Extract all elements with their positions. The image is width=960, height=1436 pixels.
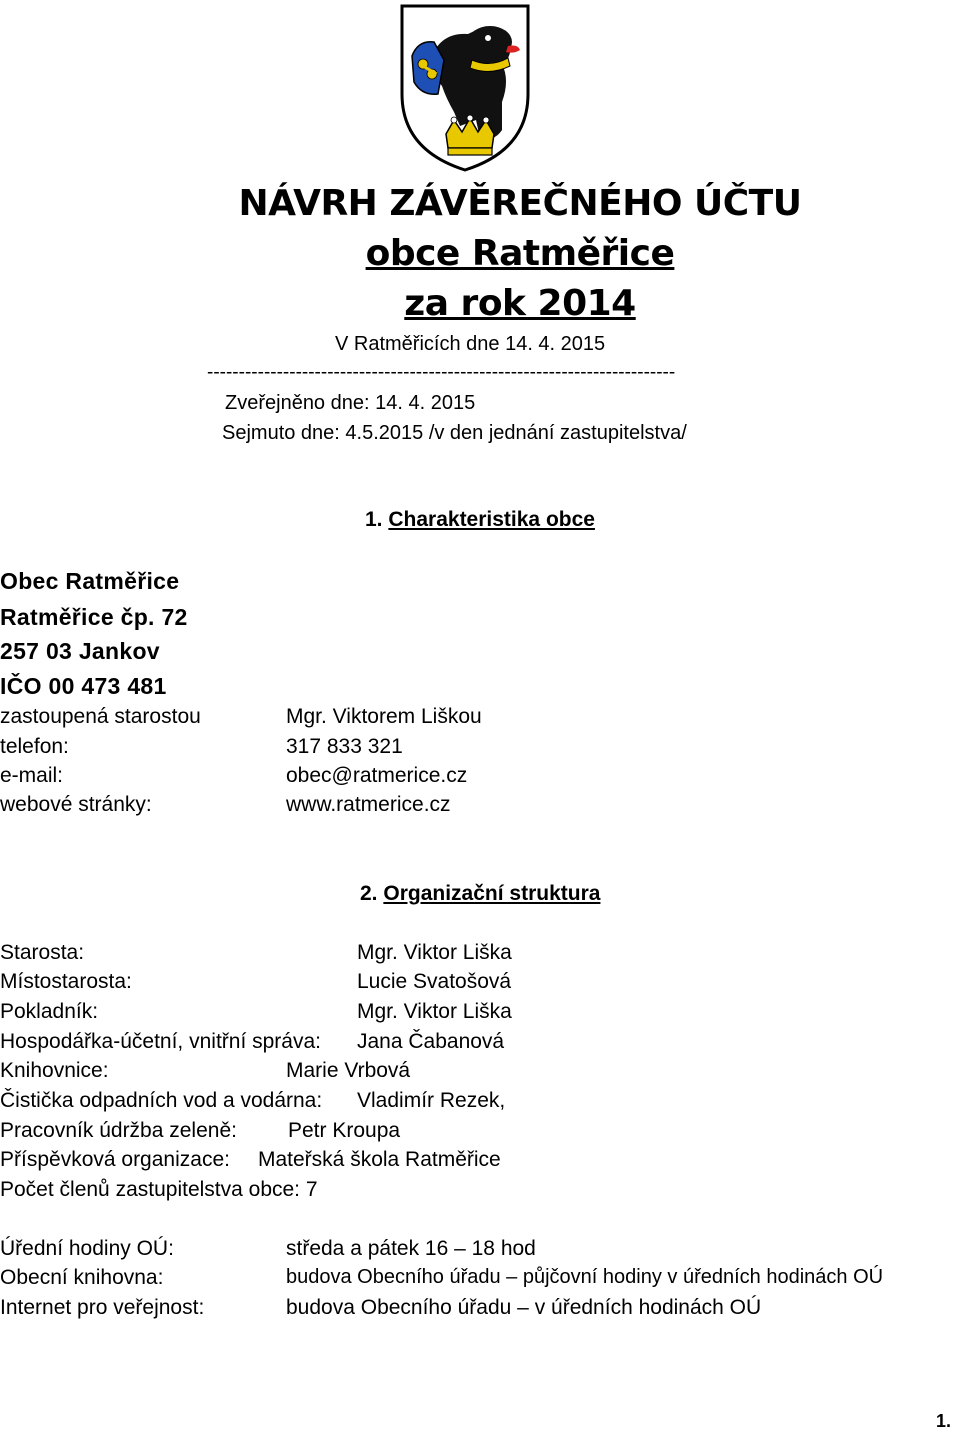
phone-value: 317 833 321 <box>286 735 403 758</box>
section2-heading <box>360 882 600 906</box>
address-line1: Ratměřice čp. 72 <box>0 604 188 630</box>
page-number: 1. <box>936 1411 952 1431</box>
title-line3-wrap <box>0 283 960 324</box>
web-value: www.ratmerice.cz <box>286 793 451 816</box>
section2-title: Organizační struktura <box>383 882 601 905</box>
section1-title: Charakteristika obce <box>388 508 595 531</box>
org-value-org: Mateřská škola Ratměřice <box>258 1148 501 1171</box>
municipality-name: Obec Ratměřice <box>0 568 180 594</box>
phone-label: telefon: <box>0 735 69 758</box>
document-title: NÁVRH ZÁVĚREČNÉHO ÚČTU <box>238 183 802 224</box>
hours-label-library: Obecní knihovna: <box>0 1266 164 1289</box>
org-label-accountant: Hospodářka-účetní, vnitřní správa: <box>0 1030 321 1053</box>
published-date: Zveřejněno dne: 14. 4. 2015 <box>225 392 476 414</box>
org-label-cashier: Pokladník: <box>0 1000 99 1023</box>
org-value-accountant: Jana Čabanová <box>357 1030 505 1053</box>
web-label: webové stránky: <box>0 793 152 816</box>
org-value-cashier: Mgr. Viktor Liška <box>357 1000 512 1023</box>
hours-label-office: Úřední hodiny OÚ: <box>0 1237 174 1260</box>
org-value-librarian: Marie Vrbová <box>286 1059 411 1082</box>
org-label-org: Příspěvková organizace: <box>0 1148 230 1171</box>
org-value-mayor: Mgr. Viktor Liška <box>357 941 512 964</box>
separator-line: -------------------------------------------------------------------------- <box>207 362 676 383</box>
org-value-water: Vladimír Rezek, <box>357 1089 506 1112</box>
title-line2-wrap <box>0 233 960 274</box>
org-label-deputy: Místostarosta: <box>0 970 132 993</box>
org-value-deputy: Lucie Svatošová <box>357 970 512 993</box>
address-line2: 257 03 Jankov <box>0 638 160 664</box>
section1-heading <box>365 508 595 532</box>
removed-date: Sejmuto dne: 4.5.2015 /v den jednání zastupitelstva/ <box>222 422 687 444</box>
coat-of-arms-emblem <box>390 2 540 174</box>
year-title: za rok 2014 <box>404 283 636 324</box>
org-label-librarian: Knihovnice: <box>0 1059 109 1082</box>
rep-value: Mgr. Viktorem Liškou <box>286 705 482 728</box>
council-count: Počet členů zastupitelstva obce: 7 <box>0 1178 318 1201</box>
section1-number: 1. <box>365 508 389 531</box>
section2-number: 2. <box>360 882 384 905</box>
org-label-water: Čistička odpadních vod a vodárna: <box>0 1089 323 1112</box>
hours-value-office: středa a pátek 16 – 18 hod <box>286 1237 536 1260</box>
municipality-title: obce Ratměřice <box>365 233 675 274</box>
hours-value-library: budova Obecního úřadu – půjčovní hodiny v úředních hodinách OÚ <box>286 1266 884 1288</box>
date-line: V Ratměřicích dne 14. 4. 2015 <box>335 333 606 355</box>
hours-value-internet: budova Obecního úřadu – v úředních hodinách OÚ <box>286 1296 762 1319</box>
ico-number: IČO 00 473 481 <box>0 673 167 699</box>
rep-label: zastoupená starostou <box>0 705 201 728</box>
org-label-greenery: Pracovník údržba zeleně: <box>0 1119 237 1142</box>
email-label: e-mail: <box>0 764 64 787</box>
hours-label-internet: Internet pro veřejnost: <box>0 1296 205 1319</box>
org-label-mayor: Starosta: <box>0 941 85 964</box>
org-value-greenery: Petr Kroupa <box>288 1119 401 1142</box>
email-value: obec@ratmerice.cz <box>286 764 468 787</box>
